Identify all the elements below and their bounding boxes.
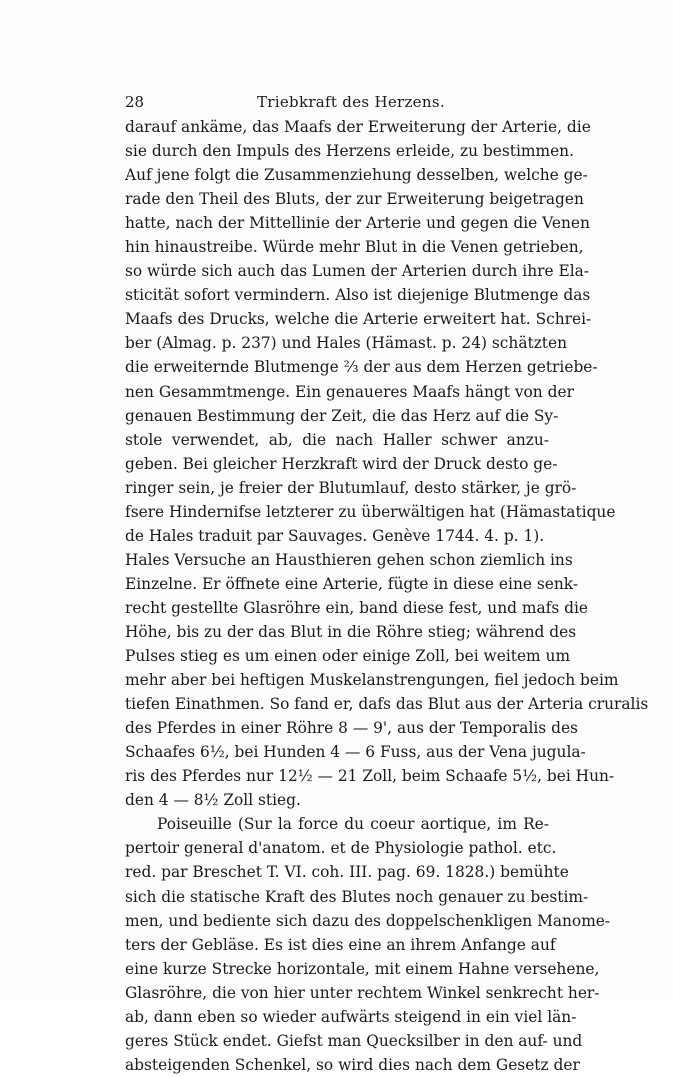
- text-line: sich die statische Kraft des Blutes noch genauer zu bestim-: [125, 887, 589, 906]
- text-line: fsere Hindernifse letzterer zu überwältigen hat (Hämastatique: [125, 502, 616, 521]
- text-line: de Hales traduit par Sauvages. Genève 1744. 4. p. 1).: [125, 526, 545, 545]
- text-line: tiefen Einathmen. So fand er, dafs das Blut aus der Arteria cruralis: [125, 695, 649, 714]
- text-line: Auf jene folgt die Zusammenziehung desselben, welche ge-: [125, 166, 588, 185]
- text-line: ab, dann eben so wieder aufwärts steigend in ein viel län-: [125, 1007, 577, 1026]
- text-line: Poiseuille (Sur la force du coeur aortique, im Re-: [157, 815, 549, 834]
- text-line: Glasröhre, die von hier unter rechtem Winkel senkrecht her-: [125, 983, 600, 1002]
- text-line: Höhe, bis zu der das Blut in die Röhre stieg; während des: [125, 622, 577, 641]
- text-line: hatte, nach der Mittellinie der Arterie und gegen die Venen: [125, 214, 590, 233]
- body-text: [125, 115, 649, 1077]
- text-line: ber (Almag. p. 237) und Hales (Hämast. p. 24) schätzten: [125, 334, 568, 353]
- text-line: den 4 — 8½ Zoll stieg.: [125, 791, 301, 810]
- text-line: die erweiternde Blutmenge ⅔ der aus dem Herzen getriebe-: [125, 358, 598, 377]
- text-line: hin hinaustreibe. Würde mehr Blut in die Venen getrieben,: [125, 238, 584, 257]
- text-line: nen Gesammtmenge. Ein genaueres Maafs hängt von der: [125, 382, 574, 401]
- text-line: Pulses stieg es um einen oder einige Zoll, bei weitem um: [125, 647, 571, 666]
- text-line: eine kurze Strecke horizontale, mit einem Hahne versehene,: [125, 959, 600, 978]
- text-line: pertoir general d'anatom. et de Physiologie pathol. etc.: [125, 839, 557, 858]
- text-line: genauen Bestimmung der Zeit, die das Herz auf die Sy-: [125, 406, 559, 425]
- text-line: ris des Pferdes nur 12½ — 21 Zoll, beim Schaafe 5½, bei Hun-: [125, 767, 615, 786]
- text-line: so würde sich auch das Lumen der Arterien durch ihre Ela-: [125, 262, 590, 281]
- text-line: Maafs des Drucks, welche die Arterie erweitert hat. Schrei-: [125, 310, 592, 329]
- text-line: rade den Theil des Bluts, der zur Erweiterung beigetragen: [125, 190, 584, 209]
- text-line: geres Stück endet. Giefst man Quecksilber in den auf- und: [125, 1031, 583, 1050]
- text-line: darauf ankäme, das Maafs der Erweiterung der Arterie, die: [125, 118, 591, 136]
- text-line: sie durch den Impuls des Herzens erleide, zu bestimmen.: [125, 142, 574, 161]
- text-line: ringer sein, je freier der Blutumlauf, desto stärker, je grö-: [125, 478, 577, 497]
- text-line: ters der Gebläse. Es ist dies eine an ihrem Anfange auf: [125, 935, 556, 954]
- text-line: Hales Versuche an Hausthieren gehen schon ziemlich ins: [125, 550, 573, 569]
- text-line: stole verwendet, ab, die nach Haller schwer anzu-: [125, 430, 549, 449]
- text-line: men, und bediente sich dazu des doppelschenkligen Manome-: [125, 911, 611, 930]
- text-line: Einzelne. Er öffnete eine Arterie, fügte in diese eine senk-: [125, 574, 579, 593]
- text-line: Schaafes 6½, bei Hunden 4 — 6 Fuss, aus der Vena jugula-: [125, 743, 586, 762]
- page-header: [125, 93, 549, 115]
- text-line: sticität sofort vermindern. Also ist diejenige Blutmenge das: [125, 286, 591, 305]
- text-line: des Pferdes in einer Röhre 8 — 9', aus der Temporalis des: [125, 719, 578, 738]
- text-line: mehr aber bei heftigen Muskelanstrengungen, fiel jedoch beim: [125, 671, 619, 690]
- running-title: Triebkraft des Herzens.: [257, 93, 445, 111]
- text-line: geben. Bei gleicher Herzkraft wird der Druck desto ge-: [125, 454, 558, 473]
- text-line: absteigenden Schenkel, so wird dies nach dem Gesetz der: [125, 1055, 580, 1074]
- text-line: recht gestellte Glasröhre ein, band diese fest, und mafs die: [125, 598, 589, 617]
- page-number: 28: [125, 93, 145, 111]
- text-line: red. par Breschet T. VI. coh. III. pag. 69. 1828.) bemühte: [125, 863, 569, 882]
